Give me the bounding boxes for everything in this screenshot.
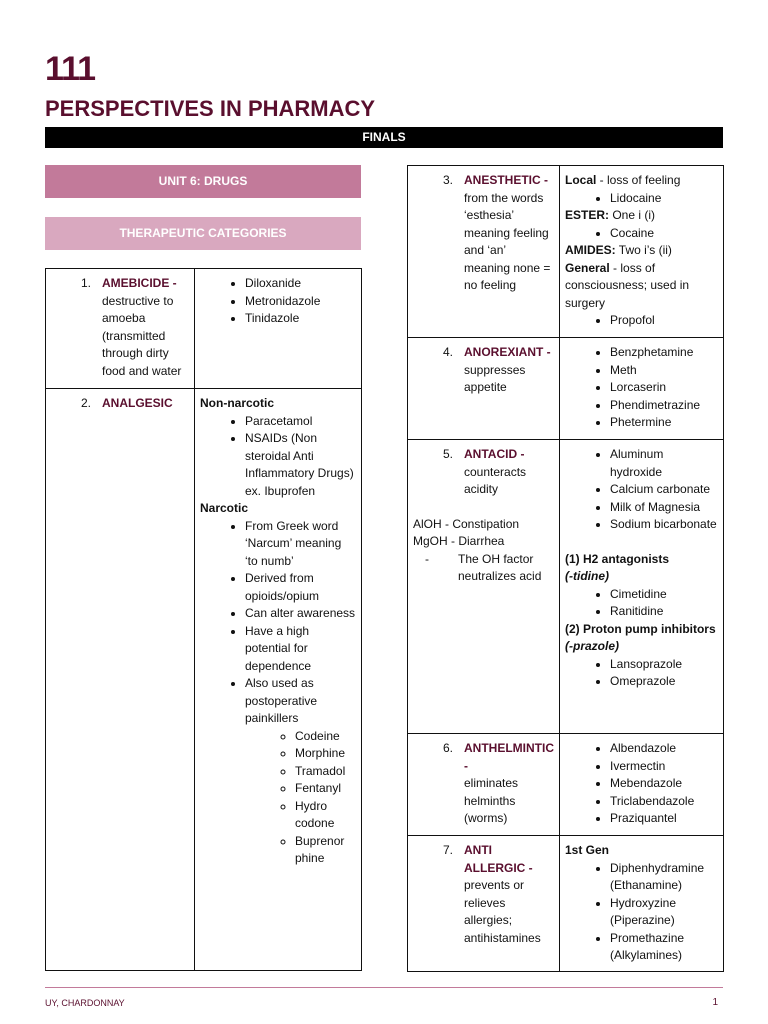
drug-item: • Albendazole [610, 740, 718, 758]
drug-item: • Lansoprazole [610, 656, 718, 674]
footer-author: UY, CHARDONNAY [45, 998, 125, 1008]
category-drugs-cell [560, 734, 724, 836]
category-description: counteracts acidity [464, 464, 527, 496]
category-name-cell [408, 440, 560, 734]
amides-text: Two i’s (ii) [615, 243, 672, 257]
ester-text: One i (i) [609, 208, 656, 222]
right-categories-table [407, 165, 724, 972]
ppi-heading-text: (2) Proton pump inhibitors [565, 621, 716, 636]
category-number: 2. [80, 396, 91, 410]
drug-item: • Milk of Magnesia [610, 499, 718, 517]
drug-item: • Praziquantel [610, 810, 718, 828]
drug-item: • Diphenhydramine (Ethanamine) [610, 860, 718, 895]
narcotic-point: • Have a high potential for dependence [245, 623, 356, 676]
category-name: ANTI ALLERGIC - [464, 843, 533, 875]
category-name-cell [46, 269, 195, 389]
left-categories-table [45, 268, 362, 971]
category-name-cell [408, 166, 560, 338]
drug-item: • Ivermectin [610, 758, 718, 776]
section-heading: THERAPEUTIC CATEGORIES [45, 217, 361, 250]
antacid-note: - The OH factor neutralizes acid [458, 551, 554, 586]
ester-drug-list [565, 225, 718, 243]
category-description: destructive to amoeba (transmitted through dirty food and water [102, 293, 182, 378]
drug-item: ◦ Tramadol [295, 763, 356, 781]
category-row-anthelmintic [408, 734, 724, 836]
local-line [565, 172, 718, 190]
ester-line [565, 207, 718, 225]
drug-list [565, 860, 718, 965]
category-row-antacid [408, 440, 724, 734]
drug-item: • Phetermine [610, 414, 718, 432]
general-label: General [565, 260, 610, 275]
category-description: from the words ‘esthesia’ meaning feeling and ‘an’ meaning none = no feeling [464, 190, 551, 292]
narcotic-drug-list [245, 728, 356, 868]
drug-item: ◦ Fentanyl [295, 780, 356, 798]
category-row-analgesic [46, 389, 362, 971]
amides-line [565, 242, 718, 260]
general-drug-list [565, 312, 718, 330]
category-row-anesthetic [408, 166, 724, 338]
course-code: 111 [45, 50, 95, 88]
drug-list [565, 740, 718, 828]
drug-list [565, 344, 718, 432]
drug-item: ◦ Codeine [295, 728, 356, 746]
category-number: 3. [442, 173, 453, 187]
amides-label: AMIDES: [565, 243, 616, 257]
drug-item: • Mebendazole [610, 775, 718, 793]
drug-item: • Aluminum hydroxide [610, 446, 718, 481]
drug-item: • Paracetamol [245, 413, 356, 431]
drug-list [200, 275, 356, 328]
drug-item: • Calcium carbonate [610, 481, 718, 499]
category-description: suppresses appetite [464, 362, 526, 394]
category-drugs-cell [560, 440, 724, 734]
general-text: - loss of consciousness; used in surgery [565, 260, 690, 310]
category-drugs-cell [560, 338, 724, 440]
ester-label: ESTER: [565, 208, 610, 222]
category-row-anti-allergic [408, 836, 724, 972]
ppi-drug-list [565, 656, 718, 691]
local-text: - loss of feeling [596, 173, 681, 187]
drug-item: • Triclabendazole [610, 793, 718, 811]
drug-item: • Benzphetamine [610, 344, 718, 362]
non-narcotic-heading: Non-narcotic [200, 396, 275, 410]
narcotic-heading: Narcotic [200, 501, 249, 515]
category-number: 5. [442, 447, 453, 461]
drug-item: • NSAIDs (Non steroidal Anti Inflammatory Drugs) [245, 430, 356, 483]
local-label: Local [565, 173, 597, 187]
category-name-cell [408, 734, 560, 836]
ppi-suffix: (-prazole) [565, 639, 619, 653]
drug-item: • Omeprazole [610, 673, 718, 691]
term-banner: FINALS [45, 127, 723, 148]
category-description: eliminates helminths (worms) [464, 776, 519, 825]
drug-item: • Hydroxyzine (Piperazine) [610, 895, 718, 930]
antacid-note-list [413, 551, 554, 586]
category-name: ANTHELMINTIC - [464, 741, 554, 773]
generation-heading: 1st Gen [565, 843, 610, 857]
unit-heading: UNIT 6: DRUGS [45, 165, 361, 198]
drug-item: ◦ Buprenor phine [295, 833, 355, 868]
category-name: ANESTHETIC - [464, 173, 548, 187]
category-name: ANALGESIC [102, 396, 173, 410]
non-narcotic-list [200, 413, 356, 483]
h2-suffix: (-tidine) [565, 569, 609, 583]
drug-item: • Cimetidine [610, 586, 718, 604]
drug-item: • Propofol [610, 312, 718, 330]
category-number: 4. [442, 345, 453, 359]
narcotic-point [245, 675, 356, 868]
h2-heading: (1) H2 antagonists [565, 551, 670, 566]
category-name: ANOREXIANT - [464, 345, 551, 359]
category-drugs-cell [560, 166, 724, 338]
footer-divider [45, 987, 723, 988]
drug-list [565, 446, 718, 534]
category-drugs-cell [195, 389, 362, 971]
drug-item: • Lorcaserin [610, 379, 718, 397]
category-drugs-cell [195, 269, 362, 389]
drug-item: ◦ Hydro codone [295, 798, 350, 833]
antacid-note: MgOH - Diarrhea [413, 534, 505, 548]
page-number: 1 [712, 997, 718, 1008]
h2-drug-list [565, 586, 718, 621]
category-name: AMEBICIDE - [102, 276, 177, 290]
narcotic-point-text: Also used as postoperative painkillers [245, 676, 318, 725]
category-drugs-cell [560, 836, 724, 972]
drug-item: ◦ Morphine [295, 745, 356, 763]
general-line [565, 260, 718, 313]
category-row-anorexiant [408, 338, 724, 440]
category-number: 7. [442, 843, 453, 857]
drug-item: • Cocaine [610, 225, 718, 243]
local-drug-list [565, 190, 718, 208]
drug-item: • Diloxanide [245, 275, 356, 293]
drug-item: • Promethazine (Alkylamines) [610, 930, 718, 965]
drug-item: • Metronidazole [245, 293, 356, 311]
narcotic-point: • Can alter awareness [245, 605, 356, 623]
drug-item: • Tinidazole [245, 310, 356, 328]
drug-item: • Phendimetrazine [610, 397, 718, 415]
drug-item: • Ranitidine [610, 603, 718, 621]
narcotic-point: • Derived from opioids/opium [245, 570, 356, 605]
example-text: ex. Ibuprofen [245, 483, 316, 498]
narcotic-points-list [200, 518, 356, 868]
drug-item: • Meth [610, 362, 718, 380]
category-number: 1. [80, 276, 91, 290]
category-name-cell [408, 836, 560, 972]
narcotic-point: • From Greek word ‘Narcum’ meaning ‘to numb’ [245, 518, 356, 571]
category-row-amebicide [46, 269, 362, 389]
drug-item: • Sodium bicarbonate [610, 516, 718, 534]
course-title: PERSPECTIVES IN PHARMACY [45, 96, 376, 121]
category-name-cell [46, 389, 195, 971]
drug-item: • Lidocaine [610, 190, 718, 208]
antacid-note: AlOH - Constipation [413, 516, 520, 531]
category-description: prevents or relieves allergies; antihistamines [464, 878, 541, 945]
category-number: 6. [442, 741, 453, 755]
ppi-heading [565, 621, 718, 656]
category-name: ANTACID - [464, 447, 525, 461]
category-name-cell [408, 338, 560, 440]
